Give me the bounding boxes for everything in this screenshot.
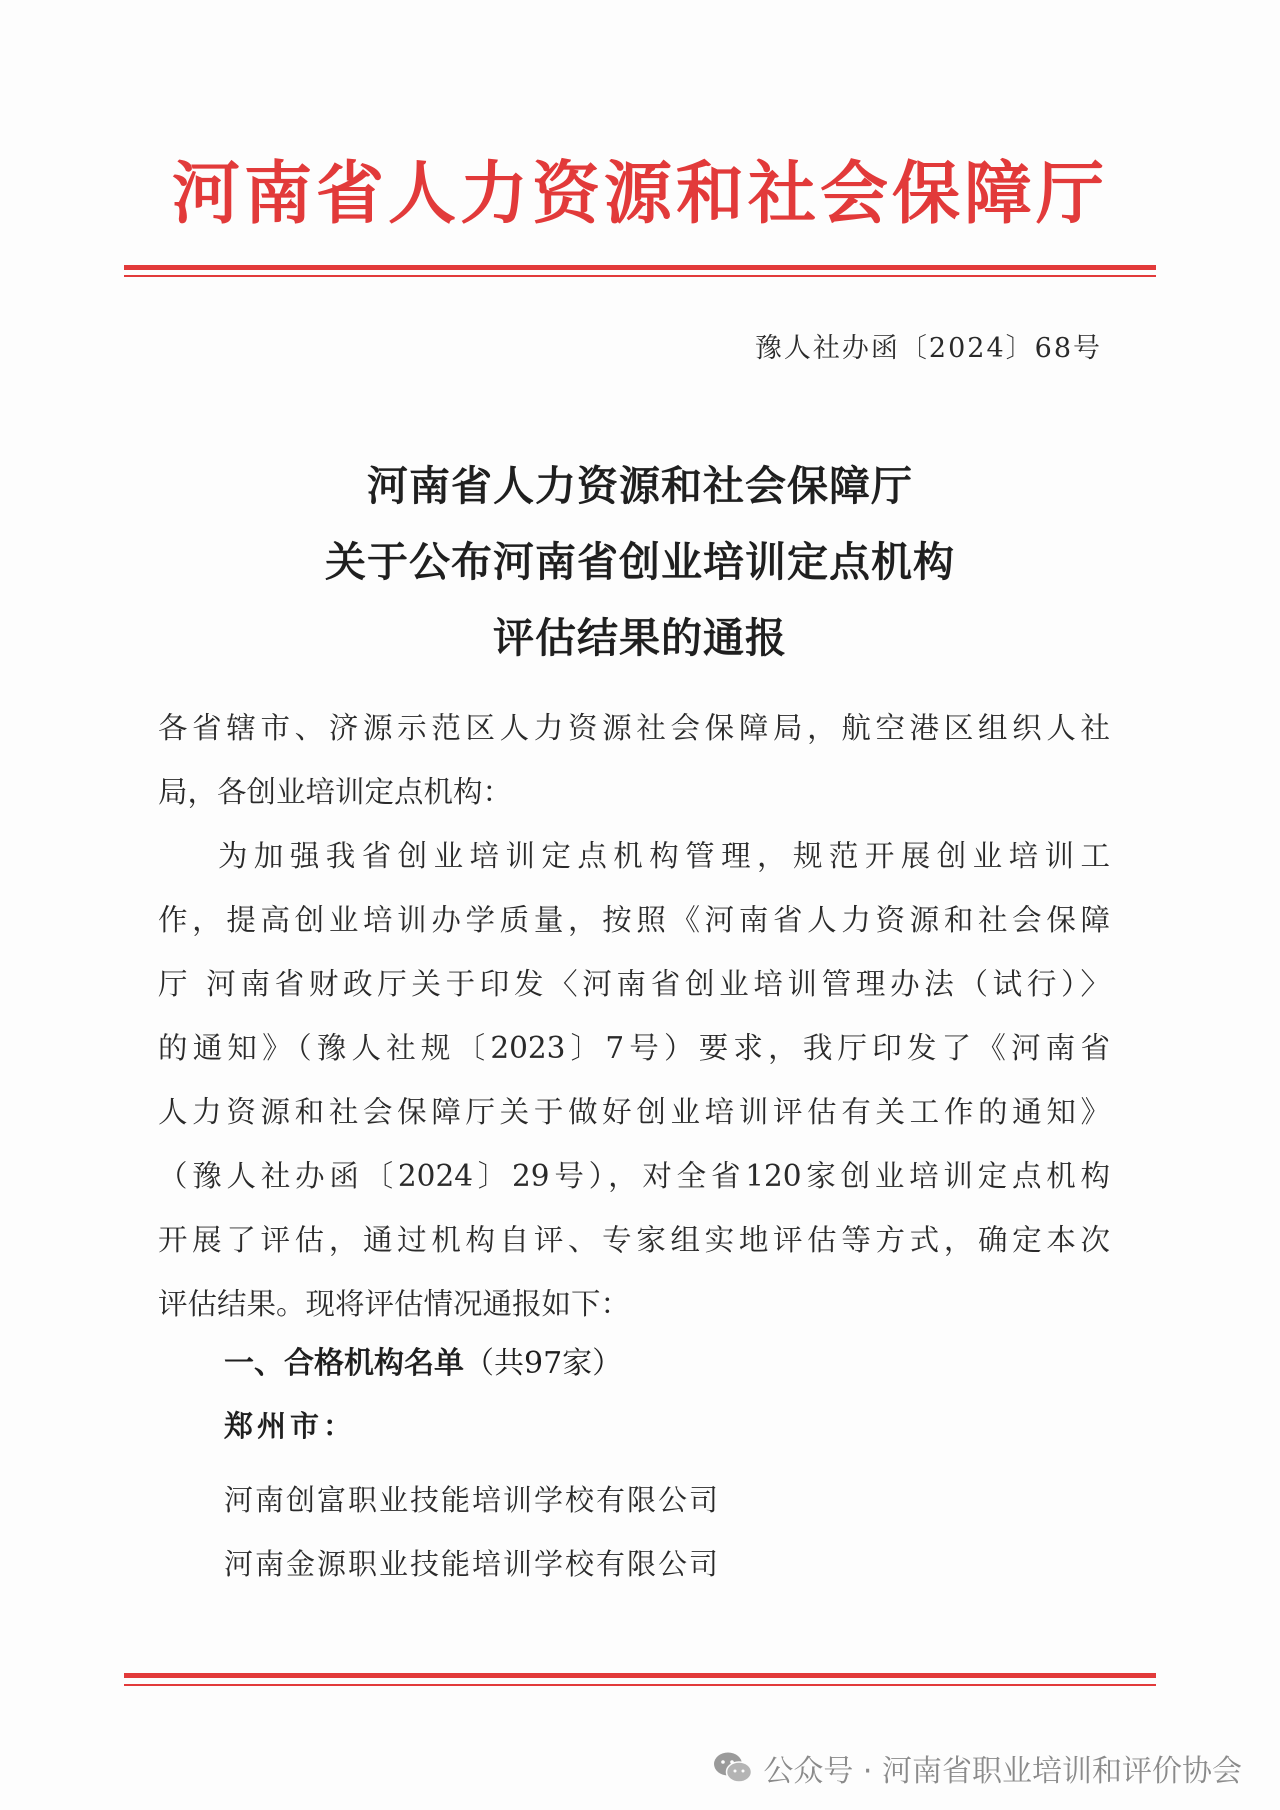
footer-rule-thick xyxy=(124,1673,1156,1678)
wechat-icon xyxy=(713,1751,753,1785)
letterhead-rule-thin xyxy=(124,275,1156,277)
salutation xyxy=(158,696,1110,824)
title-line: 关于公布河南省创业培训定点机构 xyxy=(325,538,955,586)
paragraph-line: 开展了评估，通过机构自评、专家组实地评估等方式，确定本次 xyxy=(158,1223,1110,1257)
list-item: 河南金源职业技能培训学校有限公司 xyxy=(224,1547,721,1581)
city-label: 郑州市： xyxy=(224,1409,357,1443)
wechat-watermark xyxy=(713,1746,1242,1790)
salutation-line: 各省辖市、济源示范区人力资源社会保障局，航空港区组织人社 xyxy=(158,711,1110,745)
section-heading-text: 一、合格机构名单 xyxy=(224,1346,464,1381)
organization-list xyxy=(224,1468,720,1596)
list-item: 河南创富职业技能培训学校有限公司 xyxy=(224,1483,721,1517)
section-count: （共97家） xyxy=(464,1346,623,1381)
paragraph-line: 为加强我省创业培训定点机构管理，规范开展创业培训工 xyxy=(218,839,1110,873)
body-paragraph xyxy=(158,824,1110,1336)
paragraph-line: 作，提高创业培训办学质量，按照《河南省人力资源和社会保障 xyxy=(158,903,1110,937)
paragraph-line: 的通知》（豫人社规〔2023〕7号）要求，我厅印发了《河南省 xyxy=(158,1031,1110,1065)
watermark-text: 公众号 · 河南省职业培训和评价协会 xyxy=(763,1754,1242,1789)
letterhead-title: 河南省人力资源和社会保障厅 xyxy=(171,155,1108,234)
salutation-line: 局，各创业培训定点机构： xyxy=(158,775,513,809)
paragraph-line: 人力资源和社会保障厅关于做好创业培训评估有关工作的通知》 xyxy=(158,1095,1110,1129)
section-heading xyxy=(224,1338,622,1382)
footer-rule-thin xyxy=(124,1684,1156,1686)
title-line: 河南省人力资源和社会保障厅 xyxy=(367,462,913,510)
paragraph-line: （豫人社办函〔2024〕29号），对全省120家创业培训定点机构 xyxy=(158,1159,1110,1193)
title-line: 评估结果的通报 xyxy=(493,614,787,662)
document-number: 豫人社办函〔2024〕68号 xyxy=(754,333,1102,364)
letterhead-rule-thick xyxy=(124,265,1156,270)
document-title xyxy=(160,448,1120,676)
paragraph-line: 评估结果。现将评估情况通报如下： xyxy=(158,1287,631,1321)
paragraph-line: 厅 河南省财政厅关于印发〈河南省创业培训管理办法（试行）〉 xyxy=(158,967,1110,1001)
